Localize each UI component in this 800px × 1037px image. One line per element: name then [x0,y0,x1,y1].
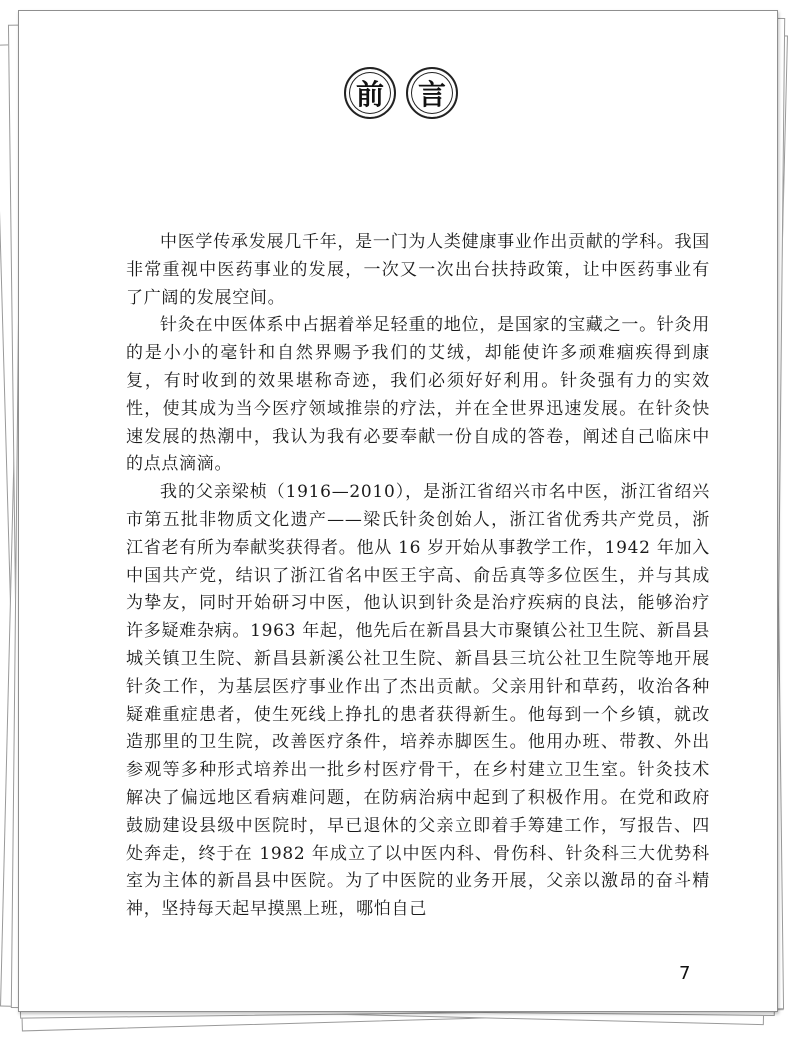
page-number: 7 [679,963,691,984]
document-page [18,10,778,1012]
paragraph: 中医学传承发展几千年，是一门为人类健康事业作出贡献的学科。我国非常重视中医药事业的发展，一次又一次出台扶持政策，让中医药事业有了广阔的发展空间。 [126,232,710,308]
title-char: 前 [344,67,396,119]
title-char: 言 [406,67,458,119]
body-text [126,229,710,924]
paragraph: 我的父亲梁桢（1916—2010），是浙江省绍兴市名中医，浙江省绍兴市第五批非物质文化遗产——梁氏针灸创始人，浙江省优秀共产党员，浙江省老有所为奉献奖获得者。他从 16 岁开始从事教学工作，1942 年加入中国共产党，结识了浙江省名中医王宇高、俞岳真等多位医生，并与其成为挚友，同时开始研习中医，他认识到针灸是治疗疾病的良法，能够治疗许多疑难杂病。1963 年起，他先后在新昌县大市聚镇公社卫生院、新昌县城关镇卫生院、新昌县新溪公社卫生院、新昌县三坑公社卫生院等地开展针灸工作，为基层医疗事业作出了杰出贡献。父亲用针和草药，收治各种疑难重症患者，使生死线上挣扎的患者获得新生。他每到一个乡镇，就改造那里的卫生院，改善医疗条件，培养赤脚医生。他用办班、带教、外出参观等多种形式培养出一批乡村医疗骨干，在乡村建立卫生室。针灸技术解决了偏远地区看病难问题，在防病治病中起到了积极作用。在党和政府鼓励建设县级中医院时，早已退休的父亲立即着手筹建工作，写报告、四处奔走，终于在 1982 年成立了以中医内科、骨伤科、针灸科三大优势科室为主体的新昌县中医院。为了中医院的业务开展，父亲以激昂的奋斗精神，坚持每天起早摸黑上班，哪怕自己 [126,482,710,920]
paragraph: 针灸在中医体系中占据着举足轻重的地位，是国家的宝藏之一。针灸用的是小小的毫针和自然界赐予我们的艾绒，却能使许多顽难痼疾得到康复，有时收到的效果堪称奇迹，我们必须好好利用。针灸强有力的实效性，使其成为当今医疗领域推崇的疗法，并在全世界迅速发展。在针灸快速发展的热潮中，我认为我有必要奉献一份自成的答卷，阐述自己临床中的点点滴滴。 [126,315,710,475]
page-title [344,67,458,119]
